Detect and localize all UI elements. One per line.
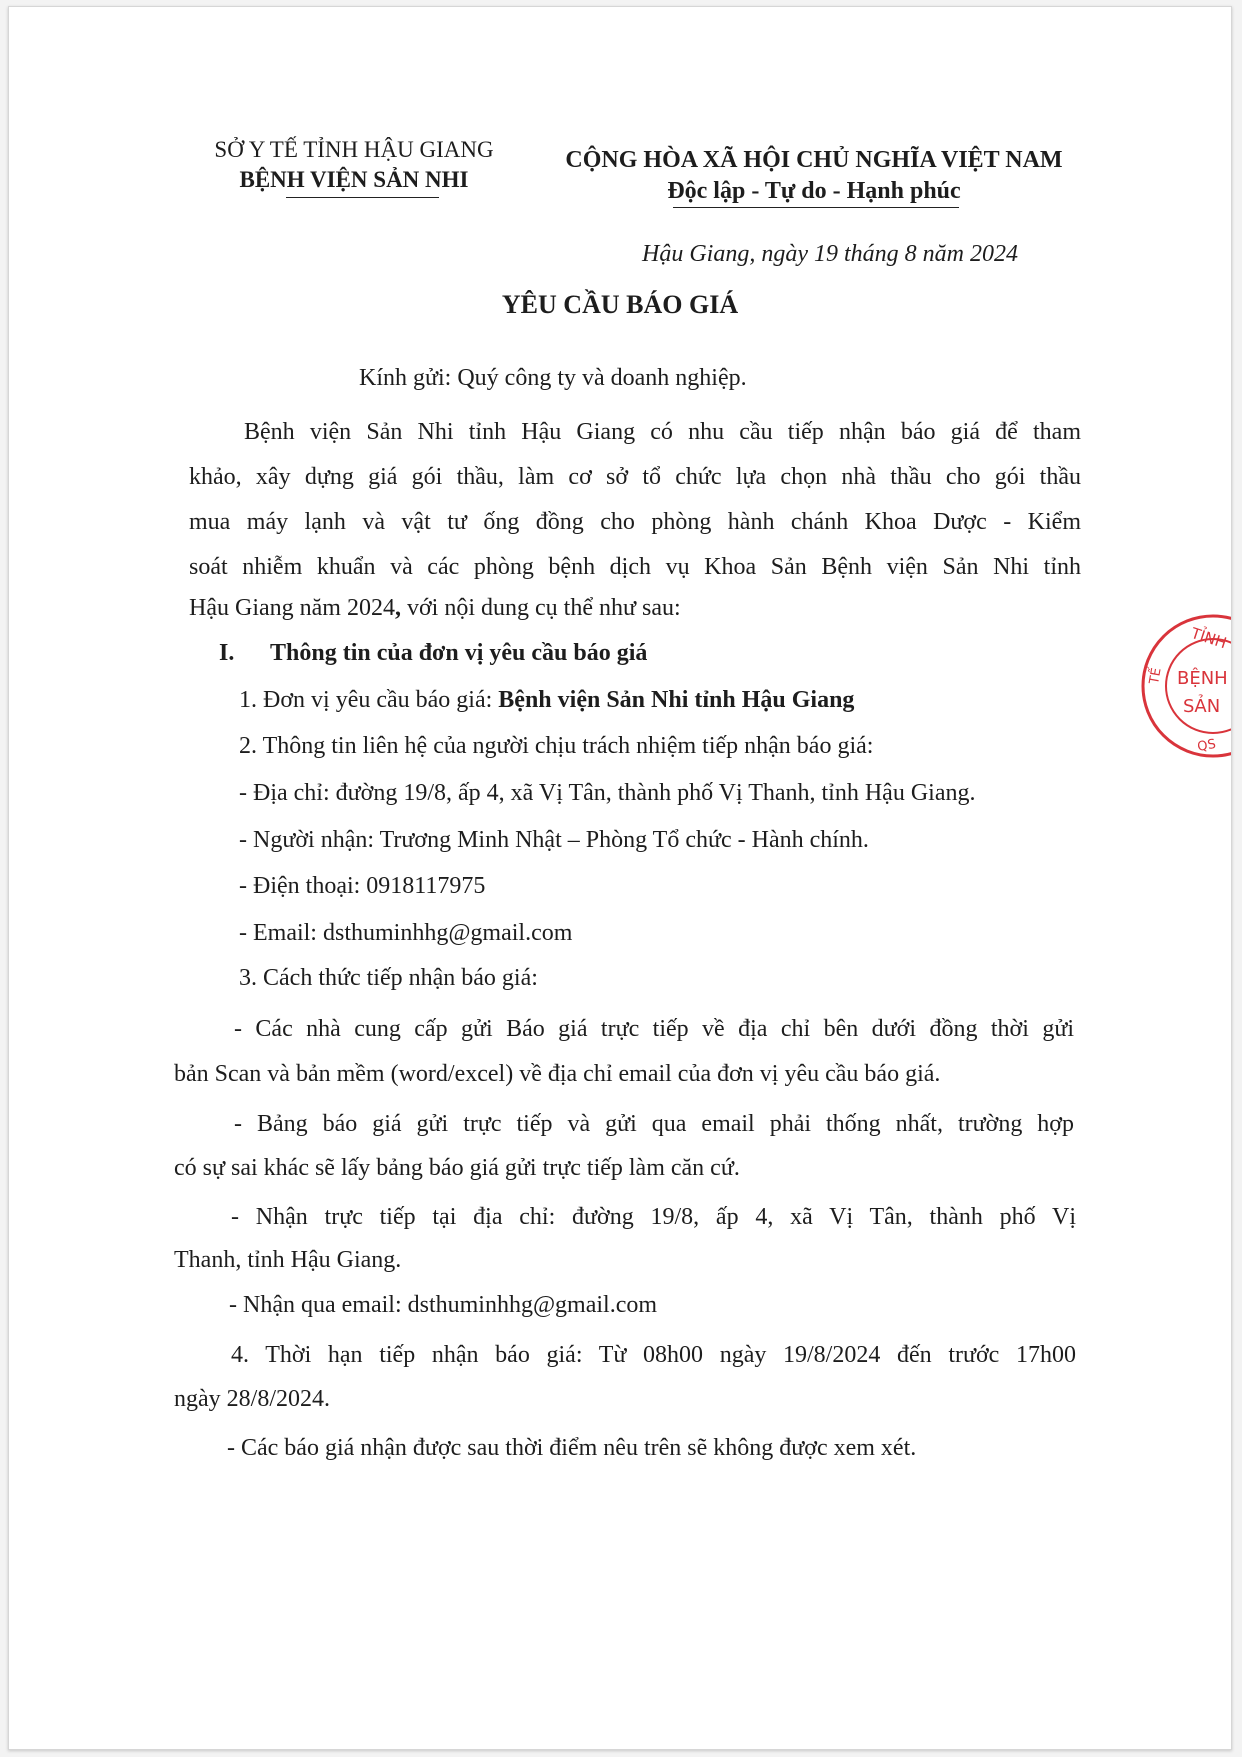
intro-line-5-c: với nội dung cụ thể như sau: (400, 595, 681, 621)
seal-center-line-2: SẢN (1183, 696, 1221, 717)
contact-email: - Email: dsthuminhhg@gmail.com (239, 920, 573, 946)
nation-line-1: CỘNG HÒA XÃ HỘI CHỦ NGHĨA VIỆT NAM (565, 147, 1063, 173)
org-underline (286, 197, 439, 198)
intro-line-5 (189, 595, 681, 622)
seal-left-text: TẾ (1147, 666, 1165, 686)
deadline-note: - Các báo giá nhận được sau thời điểm nêu trên sẽ không được xem xét. (227, 1435, 917, 1461)
official-seal-stamp (1139, 612, 1232, 760)
method-1-line-2: bản Scan và bản mềm (word/excel) về địa chỉ email của đơn vị yêu cầu báo giá. (174, 1061, 941, 1087)
seal-center-line-1: BỆNH (1177, 668, 1228, 689)
contact-recipient: - Người nhận: Trương Minh Nhật – Phòng Tổ chức - Hành chính. (239, 827, 869, 853)
document-page (8, 6, 1232, 1750)
method-2-line-2: có sự sai khác sẽ lấy bảng báo giá gửi trực tiếp làm căn cứ. (174, 1155, 740, 1181)
document-title: YÊU CẦU BÁO GIÁ (501, 290, 739, 319)
item-1 (239, 687, 854, 714)
intro-line-1: Bệnh viện Sản Nhi tỉnh Hậu Giang có nhu cầu tiếp nhận báo giá để tham (244, 419, 1081, 445)
method-3-line-2: Thanh, tỉnh Hậu Giang. (174, 1247, 402, 1273)
intro-line-4: soát nhiễm khuẩn và các phòng bệnh dịch vụ Khoa Sản Bệnh viện Sản Nhi tỉnh (189, 554, 1081, 580)
place-date: Hậu Giang, ngày 19 tháng 8 năm 2024 (642, 241, 1018, 267)
motto-underline (673, 207, 959, 208)
org-line-2: BỆNH VIỆN SẢN NHI (239, 167, 469, 192)
seal-bottom-text: QS (1196, 736, 1218, 755)
contact-address: - Địa chỉ: đường 19/8, ấp 4, xã Vị Tân, thành phố Vị Thanh, tỉnh Hậu Giang. (239, 780, 976, 806)
item-1-value: Bệnh viện Sản Nhi tỉnh Hậu Giang (498, 687, 855, 713)
intro-line-5-a: Hậu Giang năm 2024 (189, 595, 395, 621)
item-3: 3. Cách thức tiếp nhận báo giá: (239, 965, 538, 991)
method-3-line-1: - Nhận trực tiếp tại địa chỉ: đường 19/8, ấp 4, xã Vị Tân, thành phố Vị (231, 1204, 1076, 1230)
section-1-heading: Thông tin của đơn vị yêu cầu báo giá (270, 640, 648, 666)
item-1-label: 1. Đơn vị yêu cầu báo giá: (239, 687, 499, 713)
issuing-organization (179, 135, 529, 195)
intro-line-5-b: , (394, 595, 401, 621)
nation-line-2: Độc lập - Tự do - Hạnh phúc (667, 178, 961, 204)
national-header (544, 145, 1084, 207)
intro-line-2: khảo, xây dựng giá gói thầu, làm cơ sở tổ chức lựa chọn nhà thầu cho gói thầu (189, 464, 1081, 490)
salutation: Kính gửi: Quý công ty và doanh nghiệp. (359, 365, 747, 391)
contact-phone: - Điện thoại: 0918117975 (239, 873, 486, 899)
org-line-1: SỞ Y TẾ TỈNH HẬU GIANG (214, 137, 494, 162)
method-2-line-1: - Bảng báo giá gửi trực tiếp và gửi qua email phải thống nhất, trường hợp (234, 1111, 1074, 1137)
intro-line-3: mua máy lạnh và vật tư ống đồng cho phòng hành chánh Khoa Dược - Kiểm (189, 509, 1081, 535)
method-4: - Nhận qua email: dsthuminhhg@gmail.com (229, 1292, 658, 1318)
seal-ring-text: TỈNH (1188, 624, 1229, 653)
item-4-line-1: 4. Thời hạn tiếp nhận báo giá: Từ 08h00 ngày 19/8/2024 đến trước 17h00 (231, 1342, 1076, 1368)
section-1-number: I. (219, 640, 235, 666)
method-1-line-1: - Các nhà cung cấp gửi Báo giá trực tiếp về địa chỉ bên dưới đồng thời gửi (234, 1016, 1074, 1042)
item-4-line-2: ngày 28/8/2024. (174, 1386, 330, 1412)
item-2: 2. Thông tin liên hệ của người chịu trách nhiệm tiếp nhận báo giá: (239, 733, 874, 759)
